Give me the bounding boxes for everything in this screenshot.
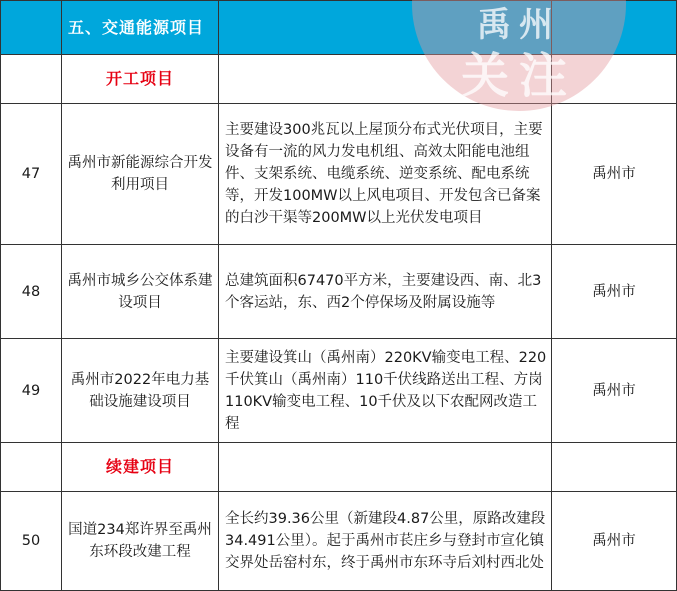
category-label-continued: 续建项目 (62, 443, 219, 492)
project-name: 禹州市新能源综合开发利用项目 (62, 104, 219, 245)
table-row (1, 104, 677, 245)
category-row-started (1, 55, 677, 104)
header-empty-cell (219, 1, 552, 55)
project-content: 主要建设300兆瓦以上屋顶分布式光伏项目，主要设备有一流的风力发电机组、高效太阳能电池组件、支架系统、电缆系统、逆变系统、配电系统等，开发100MW以上风电项目、开发包含已备案的白沙干渠等200MW以上光伏发电项目 (219, 104, 552, 245)
category-empty-cell (219, 443, 552, 492)
category-empty-cell (552, 443, 677, 492)
project-content: 总建筑面积67470平方米，主要建设西、南、北3个客运站，东、西2个停保场及附属设施等 (219, 245, 552, 339)
project-content: 主要建设箕山（禹州南）220KV输变电工程、220千伏箕山（禹州南）110千伏线路送出工程、方岗110KV输变电工程、10千伏及以下农配网改造工程 (219, 339, 552, 443)
table-row (1, 492, 677, 591)
project-location: 禹州市 (552, 104, 677, 245)
category-empty-cell (1, 55, 62, 104)
category-empty-cell (552, 55, 677, 104)
watermark-text: 禹州 (477, 5, 561, 45)
project-number: 49 (1, 339, 62, 443)
category-row-continued (1, 443, 677, 492)
table-row (1, 245, 677, 339)
category-label-started: 开工项目 (62, 55, 219, 104)
category-empty-cell (1, 443, 62, 492)
project-name: 禹州市2022年电力基础设施建设项目 (62, 339, 219, 443)
section-title: 五、交通能源项目 (62, 1, 219, 55)
header-empty-cell (552, 1, 677, 55)
project-location: 禹州市 (552, 245, 677, 339)
table-row (1, 339, 677, 443)
project-name: 禹州市城乡公交体系建设项目 (62, 245, 219, 339)
project-number: 50 (1, 492, 62, 591)
project-number: 48 (1, 245, 62, 339)
project-location: 禹州市 (552, 339, 677, 443)
project-content: 全长约39.36公里（新建段4.87公里，原路改建段34.491公里）。起于禹州市苌庄乡与登封市宣化镇交界处岳窑村东，终于禹州市东环寺后刘村西北处 (219, 492, 552, 591)
watermark-text: 关注 (460, 48, 577, 104)
section-header-row (1, 1, 677, 55)
header-empty-cell (1, 1, 62, 55)
project-name: 国道234郑许界至禹州东环段改建工程 (62, 492, 219, 591)
project-number: 47 (1, 104, 62, 245)
project-location: 禹州市 (552, 492, 677, 591)
category-empty-cell (219, 55, 552, 104)
